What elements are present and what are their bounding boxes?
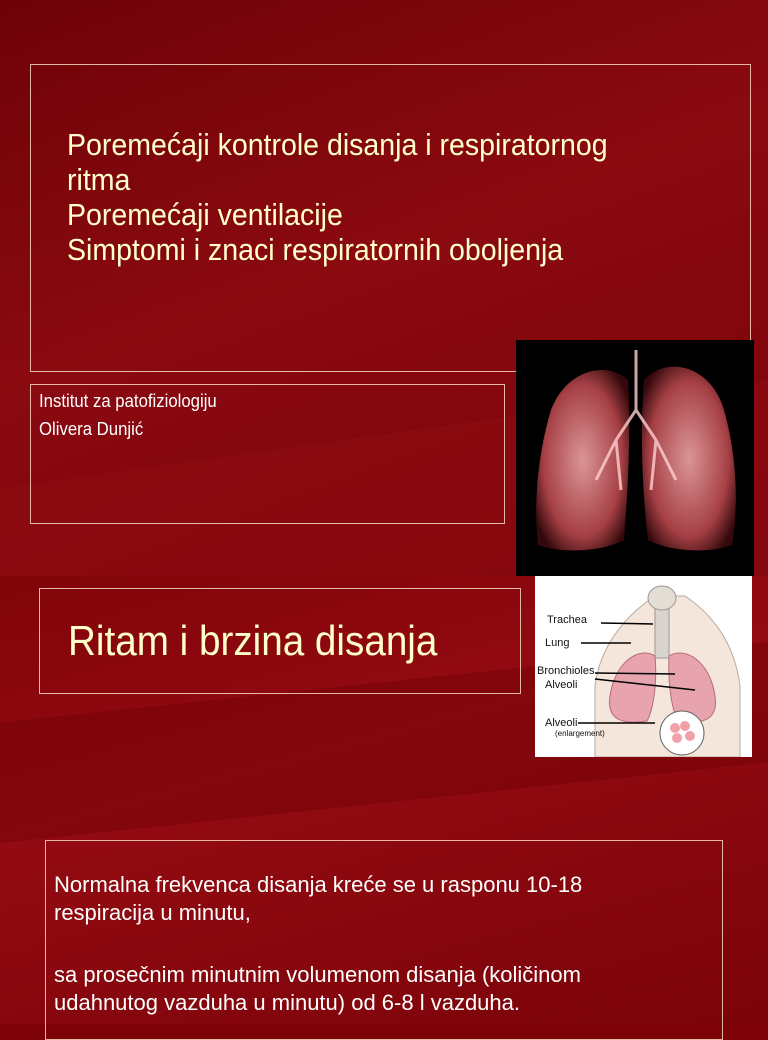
slide-2-title-box [39,588,521,694]
title-line-1: Poremećaji kontrole disanja i respiratornog [67,127,608,162]
paragraph-2-line-1: sa prosečnim minutnim volumenom disanja (količinom [54,962,581,987]
slide-title [67,127,655,267]
trachea-label: Trachea [547,614,587,626]
enlargement-label: (enlargement) [555,729,605,738]
paragraph-1-line-2: respiracija u minutu, [54,900,251,925]
title-line-2: ritma [67,162,131,197]
bronchioles-label: Bronchioles [537,665,595,677]
lung-scan-image [516,340,754,576]
title-box [30,64,751,372]
alveoli-label: Alveoli [545,679,578,691]
lung-label: Lung [545,637,570,649]
paragraph-2-line-2: udahnutog vazduha u minutu) od 6-8 l vazduha. [54,990,520,1015]
institute-label: Institut za patofiziologiju [39,391,217,411]
alveoli-detail-label: Alveoli [545,717,578,729]
text-box [45,840,723,1040]
slide-2-title: Ritam i brzina disanja [68,617,438,664]
paragraph-1-line-1: Normalna frekvenca disanja kreće se u rasponu 10-18 [54,872,583,897]
title-line-4: Simptomi i znaci respiratornih oboljenja [67,232,564,267]
author-name: Olivera Dunjić [39,419,144,439]
title-line-3: Poremećaji ventilacije [67,197,343,232]
author-box [30,384,505,524]
respiratory-diagram [535,576,752,757]
